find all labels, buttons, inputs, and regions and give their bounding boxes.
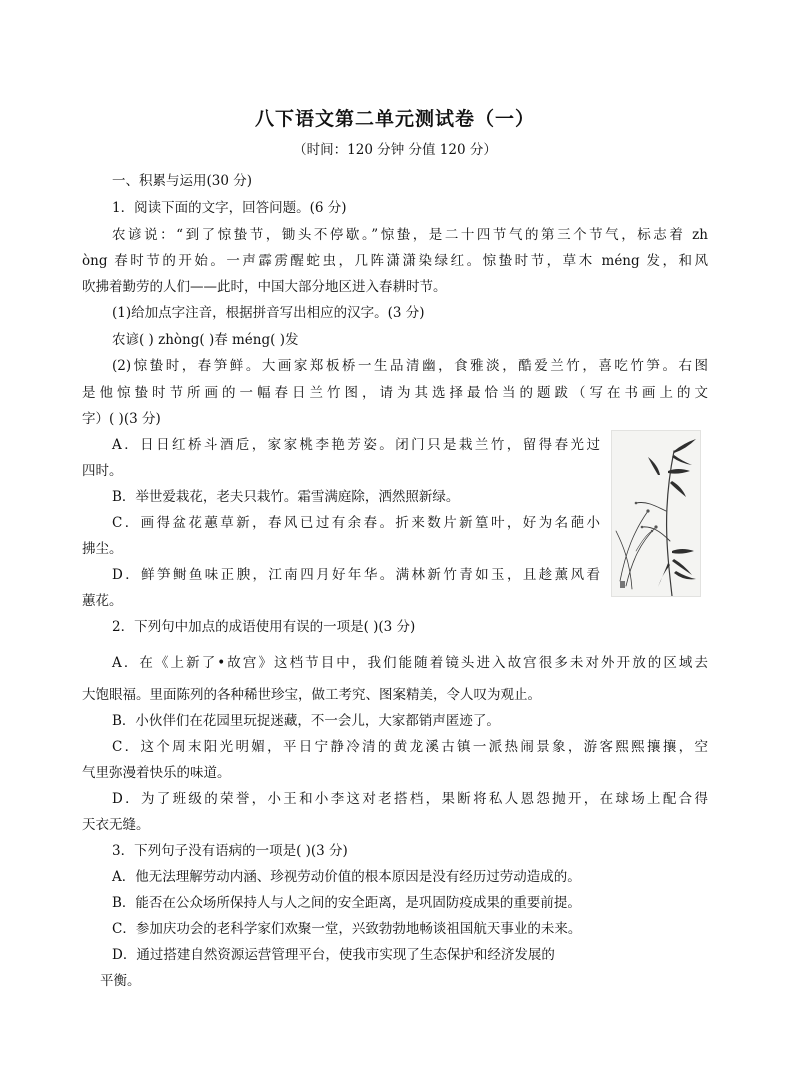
q3-option-a: A．他无法理解劳动内涵、珍视劳动价值的根本原因是没有经历过劳动造成的。	[112, 869, 581, 885]
sub-question-2-line-3: 字）( )(3 分)	[82, 411, 161, 427]
question-3-stem: 3．下列句子没有语病的一项是( )(3 分)	[112, 843, 348, 859]
answer-blanks: 农谚( ) zhòng( )春 méng( )发	[112, 332, 299, 348]
passage-line-3: 吹拂着勤劳的人们——此时，中国大部分地区进入春耕时节。	[82, 279, 447, 295]
q3-option-b: B．能否在公众场所保持人与人之间的安全距离，是巩固防疫成果的重要前提。	[112, 895, 581, 911]
q3-option-c: C．参加庆功会的老科学家们欢聚一堂，兴致勃勃地畅谈祖国航天事业的未来。	[112, 921, 582, 937]
sub-question-2-line-2: 是他惊蛰时节所画的一幅春日兰竹图，请为其选择最恰当的题跋（写在书画上的文	[82, 385, 708, 401]
q2-option-d-line-1: D．为了班级的荣誉，小王和小李这对老搭档，果断将私人恩怨抛开，在球场上配合得	[112, 791, 708, 807]
option-a-line-2: 四时。	[82, 463, 123, 479]
section-heading: 一、积累与运用(30 分)	[112, 173, 253, 189]
q2-option-a-line-2: 大饱眼福。里面陈列的各种稀世珍宝，做工考究、图案精美，令人叹为观止。	[82, 687, 541, 703]
sub-question-1: (1)给加点字注音，根据拼音写出相应的汉字。(3 分)	[112, 305, 425, 321]
option-c-line-2: 拂尘。	[82, 541, 123, 557]
passage-line-1: 农谚说：“到了惊蛰节，锄头不停歇。”惊蛰，是二十四节气的第三个节气，标志着 zh	[112, 227, 708, 243]
passage-line-2: òng 春时节的开始。一声霹雳醒蛇虫，几阵潇潇染绿红。惊蛰时节，草木 méng 发，和风	[82, 253, 708, 269]
q3-option-d-line-1: D．通过搭建自然资源运营管理平台，使我市实现了生态保护和经济发展的	[112, 947, 555, 963]
q2-option-c-line-1: C．这个周末阳光明媚，平日宁静冷清的黄龙溪古镇一派热闹景象，游客熙熙攘攘，空	[112, 739, 708, 755]
option-d-line-2: 蕙花。	[82, 593, 123, 609]
q2-option-d-line-2: 天衣无缝。	[82, 817, 150, 833]
question-1-stem: 1．阅读下面的文字，回答问题。(6 分)	[112, 200, 347, 216]
option-c-line-1: C．画得盆花蕙草新，春风已过有余春。折来数片新篁叶，好为名葩小	[112, 515, 600, 531]
q2-option-b: B．小伙伴们在花园里玩捉迷藏，不一会儿，大家都销声匿迹了。	[112, 713, 500, 729]
sub-question-2-line-1: (2)惊蛰时，春笋鲜。大画家郑板桥一生品清幽，食雅淡，酷爱兰竹，喜吃竹笋。右图	[112, 358, 708, 374]
page-title: 八下语文第二单元测试卷（一）	[254, 108, 535, 130]
q3-option-d-line-2: 平衡。	[100, 973, 141, 989]
option-b: B．举世爱栽花，老夫只栽竹。霜雪满庭除，洒然照新绿。	[112, 489, 460, 505]
question-2-stem: 2．下列句中加点的成语使用有误的一项是( )(3 分)	[112, 619, 416, 635]
orchid-bamboo-painting	[611, 430, 701, 597]
option-d-line-1: D．鲜笋鲥鱼味正腴，江南四月好年华。满林新竹青如玉，且趁薰风看	[112, 567, 600, 583]
option-a-line-1: A．日日红桥斗酒卮，家家桃李艳芳姿。闭门只是栽兰竹，留得春光过	[112, 437, 600, 453]
q2-option-a-line-1: A．在《上新了•故宫》这档节目中，我们能随着镜头进入故宫很多未对外开放的区域去	[112, 655, 708, 671]
q2-option-c-line-2: 气里弥漫着快乐的味道。	[82, 765, 231, 781]
exam-time-score: （时间：120 分钟 分值 120 分）	[293, 142, 497, 158]
